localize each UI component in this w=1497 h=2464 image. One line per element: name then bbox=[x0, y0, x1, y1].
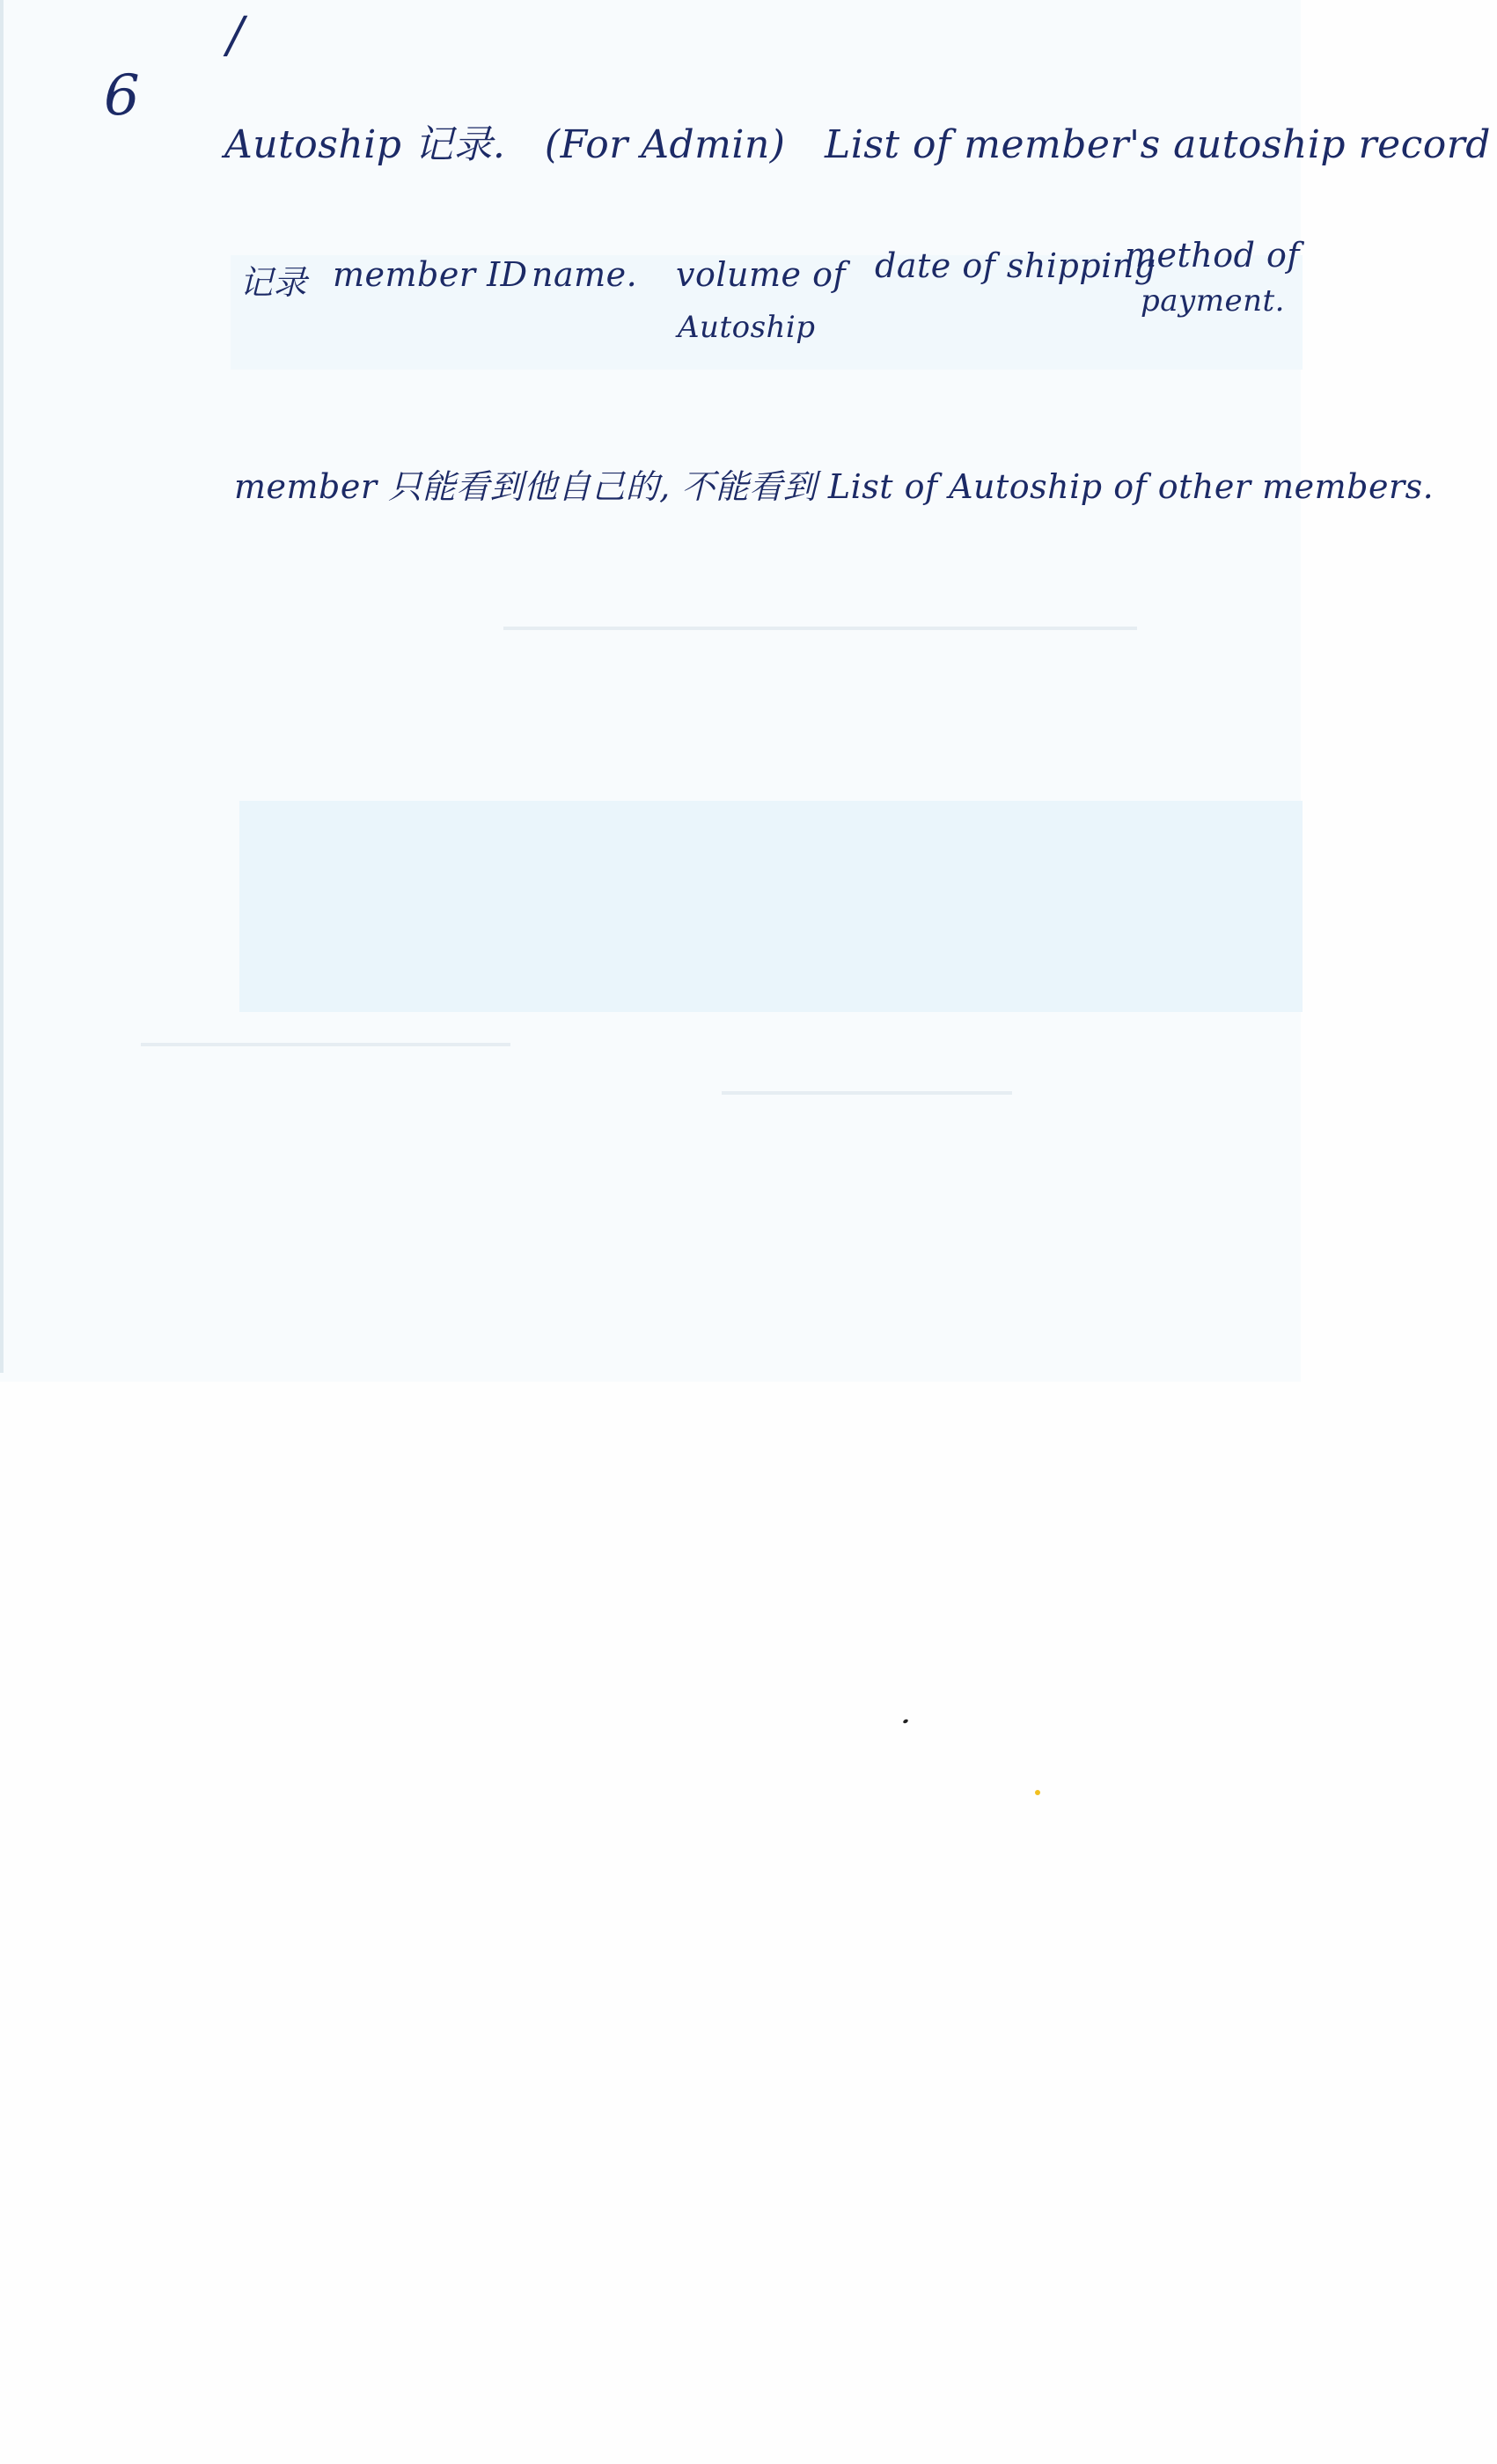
ink-speck bbox=[902, 1719, 908, 1724]
heading-title: Autoship 记录. bbox=[224, 122, 506, 167]
heading-scope: (For Admin) bbox=[544, 122, 786, 167]
column-member-id: member ID bbox=[333, 255, 528, 294]
bleed-through-box bbox=[239, 801, 1303, 1012]
paper-edge bbox=[0, 0, 4, 1373]
page-number: 6 bbox=[104, 63, 141, 128]
heading-line bbox=[224, 113, 1497, 169]
corner-mark: / bbox=[227, 7, 245, 64]
column-method-of-payment-line2: payment. bbox=[1141, 283, 1285, 319]
column-record: 记录 bbox=[239, 263, 308, 302]
column-method-of-payment: method of bbox=[1125, 236, 1300, 275]
paper-tint bbox=[0, 0, 1301, 1382]
color-speck bbox=[1035, 1790, 1040, 1795]
column-volume: volume of bbox=[676, 255, 847, 294]
bleed-through-line bbox=[722, 1091, 1012, 1095]
bleed-through-line bbox=[141, 1043, 510, 1046]
bleed-through-line bbox=[503, 627, 1137, 630]
column-date-of-shipping: date of shipping bbox=[875, 246, 1156, 285]
access-note: member 只能看到他自己的, 不能看到 List of Autoship of other members. bbox=[234, 467, 1435, 506]
column-volume-line2: Autoship bbox=[678, 310, 816, 345]
column-name: name. bbox=[532, 255, 638, 294]
heading-description: List of member's autoship record bbox=[824, 122, 1491, 167]
